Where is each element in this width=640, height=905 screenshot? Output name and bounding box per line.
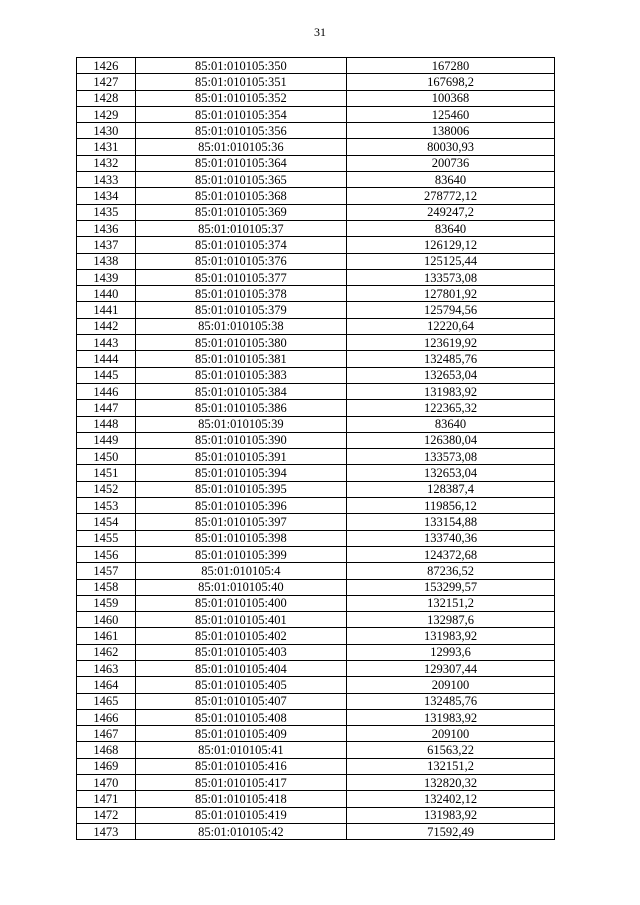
row-number-cell: 1450 bbox=[77, 449, 136, 465]
table-body bbox=[77, 58, 555, 840]
cadastral-value-cell: 132151,2 bbox=[347, 595, 555, 611]
cadastral-number-cell: 85:01:010105:409 bbox=[135, 726, 346, 742]
cadastral-value-cell: 131983,92 bbox=[347, 807, 555, 823]
cadastral-number-cell: 85:01:010105:400 bbox=[135, 595, 346, 611]
table-row bbox=[77, 269, 555, 285]
table-row bbox=[77, 612, 555, 628]
cadastral-number-cell: 85:01:010105:395 bbox=[135, 481, 346, 497]
table-row bbox=[77, 302, 555, 318]
cadastral-number-cell: 85:01:010105:403 bbox=[135, 644, 346, 660]
cadastral-value-cell: 125460 bbox=[347, 106, 555, 122]
row-number-cell: 1433 bbox=[77, 172, 136, 188]
cadastral-number-cell: 85:01:010105:40 bbox=[135, 579, 346, 595]
cadastral-value-cell: 87236,52 bbox=[347, 563, 555, 579]
table-row bbox=[77, 318, 555, 334]
cadastral-value-cell: 132485,76 bbox=[347, 693, 555, 709]
cadastral-number-cell: 85:01:010105:397 bbox=[135, 514, 346, 530]
cadastral-value-cell: 126129,12 bbox=[347, 237, 555, 253]
cadastral-value-cell: 133154,88 bbox=[347, 514, 555, 530]
cadastral-number-cell: 85:01:010105:378 bbox=[135, 286, 346, 302]
cadastral-value-cell: 83640 bbox=[347, 416, 555, 432]
cadastral-value-cell: 125125,44 bbox=[347, 253, 555, 269]
row-number-cell: 1472 bbox=[77, 807, 136, 823]
row-number-cell: 1452 bbox=[77, 481, 136, 497]
cadastral-value-cell: 124372,68 bbox=[347, 546, 555, 562]
table-row bbox=[77, 807, 555, 823]
cadastral-number-cell: 85:01:010105:356 bbox=[135, 123, 346, 139]
table-row bbox=[77, 204, 555, 220]
cadastral-number-cell: 85:01:010105:419 bbox=[135, 807, 346, 823]
cadastral-number-cell: 85:01:010105:379 bbox=[135, 302, 346, 318]
cadastral-number-cell: 85:01:010105:377 bbox=[135, 269, 346, 285]
table-row bbox=[77, 400, 555, 416]
cadastral-value-cell: 83640 bbox=[347, 172, 555, 188]
table-row bbox=[77, 579, 555, 595]
cadastral-number-cell: 85:01:010105:37 bbox=[135, 220, 346, 236]
cadastral-number-cell: 85:01:010105:39 bbox=[135, 416, 346, 432]
table-row bbox=[77, 595, 555, 611]
cadastral-value-cell: 123619,92 bbox=[347, 335, 555, 351]
cadastral-value-cell: 131983,92 bbox=[347, 628, 555, 644]
row-number-cell: 1434 bbox=[77, 188, 136, 204]
cadastral-number-cell: 85:01:010105:41 bbox=[135, 742, 346, 758]
cadastral-number-cell: 85:01:010105:408 bbox=[135, 709, 346, 725]
row-number-cell: 1436 bbox=[77, 220, 136, 236]
row-number-cell: 1470 bbox=[77, 775, 136, 791]
cadastral-value-cell: 127801,92 bbox=[347, 286, 555, 302]
row-number-cell: 1455 bbox=[77, 530, 136, 546]
table-row bbox=[77, 123, 555, 139]
table-row bbox=[77, 465, 555, 481]
cadastral-value-cell: 138006 bbox=[347, 123, 555, 139]
cadastral-value-cell: 132653,04 bbox=[347, 465, 555, 481]
cadastral-number-cell: 85:01:010105:417 bbox=[135, 775, 346, 791]
table-row bbox=[77, 74, 555, 90]
row-number-cell: 1430 bbox=[77, 123, 136, 139]
row-number-cell: 1437 bbox=[77, 237, 136, 253]
cadastral-number-cell: 85:01:010105:401 bbox=[135, 612, 346, 628]
row-number-cell: 1463 bbox=[77, 660, 136, 676]
cadastral-value-cell: 132653,04 bbox=[347, 367, 555, 383]
cadastral-value-cell: 12220,64 bbox=[347, 318, 555, 334]
cadastral-value-cell: 61563,22 bbox=[347, 742, 555, 758]
row-number-cell: 1465 bbox=[77, 693, 136, 709]
cadastral-value-cell: 125794,56 bbox=[347, 302, 555, 318]
cadastral-value-cell: 133740,36 bbox=[347, 530, 555, 546]
row-number-cell: 1449 bbox=[77, 432, 136, 448]
table-row bbox=[77, 481, 555, 497]
row-number-cell: 1438 bbox=[77, 253, 136, 269]
table-row bbox=[77, 172, 555, 188]
row-number-cell: 1427 bbox=[77, 74, 136, 90]
cadastral-number-cell: 85:01:010105:376 bbox=[135, 253, 346, 269]
row-number-cell: 1441 bbox=[77, 302, 136, 318]
table-row bbox=[77, 677, 555, 693]
table-row bbox=[77, 628, 555, 644]
table-row bbox=[77, 155, 555, 171]
row-number-cell: 1461 bbox=[77, 628, 136, 644]
cadastral-value-cell: 122365,32 bbox=[347, 400, 555, 416]
cadastral-number-cell: 85:01:010105:374 bbox=[135, 237, 346, 253]
table-row bbox=[77, 660, 555, 676]
row-number-cell: 1467 bbox=[77, 726, 136, 742]
table-row bbox=[77, 530, 555, 546]
cadastral-number-cell: 85:01:010105:402 bbox=[135, 628, 346, 644]
cadastral-number-cell: 85:01:010105:368 bbox=[135, 188, 346, 204]
cadastral-value-cell: 132402,12 bbox=[347, 791, 555, 807]
cadastral-value-cell: 278772,12 bbox=[347, 188, 555, 204]
cadastral-number-cell: 85:01:010105:380 bbox=[135, 335, 346, 351]
table-row bbox=[77, 335, 555, 351]
row-number-cell: 1447 bbox=[77, 400, 136, 416]
table-row bbox=[77, 139, 555, 155]
row-number-cell: 1469 bbox=[77, 758, 136, 774]
cadastral-value-cell: 128387,4 bbox=[347, 481, 555, 497]
row-number-cell: 1466 bbox=[77, 709, 136, 725]
table-row bbox=[77, 188, 555, 204]
cadastral-number-cell: 85:01:010105:4 bbox=[135, 563, 346, 579]
cadastral-value-cell: 153299,57 bbox=[347, 579, 555, 595]
table-row bbox=[77, 383, 555, 399]
cadastral-number-cell: 85:01:010105:391 bbox=[135, 449, 346, 465]
cadastral-number-cell: 85:01:010105:383 bbox=[135, 367, 346, 383]
cadastral-value-cell: 119856,12 bbox=[347, 498, 555, 514]
row-number-cell: 1435 bbox=[77, 204, 136, 220]
cadastral-value-cell: 132151,2 bbox=[347, 758, 555, 774]
cadastral-number-cell: 85:01:010105:42 bbox=[135, 823, 346, 839]
cadastral-number-cell: 85:01:010105:405 bbox=[135, 677, 346, 693]
cadastral-value-cell: 200736 bbox=[347, 155, 555, 171]
row-number-cell: 1440 bbox=[77, 286, 136, 302]
table-row bbox=[77, 563, 555, 579]
cadastral-value-cell: 209100 bbox=[347, 726, 555, 742]
row-number-cell: 1460 bbox=[77, 612, 136, 628]
table-row bbox=[77, 367, 555, 383]
cadastral-value-cell: 133573,08 bbox=[347, 449, 555, 465]
cadastral-number-cell: 85:01:010105:36 bbox=[135, 139, 346, 155]
row-number-cell: 1439 bbox=[77, 269, 136, 285]
cadastral-number-cell: 85:01:010105:351 bbox=[135, 74, 346, 90]
table-row bbox=[77, 498, 555, 514]
table-row bbox=[77, 514, 555, 530]
table-row bbox=[77, 351, 555, 367]
cadastral-number-cell: 85:01:010105:390 bbox=[135, 432, 346, 448]
cadastral-value-cell: 80030,93 bbox=[347, 139, 555, 155]
row-number-cell: 1451 bbox=[77, 465, 136, 481]
row-number-cell: 1473 bbox=[77, 823, 136, 839]
cadastral-value-cell: 131983,92 bbox=[347, 383, 555, 399]
table-row bbox=[77, 546, 555, 562]
cadastral-value-cell: 133573,08 bbox=[347, 269, 555, 285]
cadastral-value-cell: 71592,49 bbox=[347, 823, 555, 839]
row-number-cell: 1431 bbox=[77, 139, 136, 155]
table-row bbox=[77, 220, 555, 236]
cadastral-value-table bbox=[76, 57, 555, 840]
row-number-cell: 1428 bbox=[77, 90, 136, 106]
table-row bbox=[77, 449, 555, 465]
row-number-cell: 1459 bbox=[77, 595, 136, 611]
cadastral-number-cell: 85:01:010105:365 bbox=[135, 172, 346, 188]
row-number-cell: 1468 bbox=[77, 742, 136, 758]
cadastral-number-cell: 85:01:010105:350 bbox=[135, 58, 346, 74]
cadastral-value-cell: 209100 bbox=[347, 677, 555, 693]
cadastral-value-cell: 12993,6 bbox=[347, 644, 555, 660]
row-number-cell: 1445 bbox=[77, 367, 136, 383]
row-number-cell: 1448 bbox=[77, 416, 136, 432]
table-row bbox=[77, 644, 555, 660]
cadastral-value-cell: 132485,76 bbox=[347, 351, 555, 367]
cadastral-value-cell: 249247,2 bbox=[347, 204, 555, 220]
cadastral-number-cell: 85:01:010105:394 bbox=[135, 465, 346, 481]
table-row bbox=[77, 823, 555, 839]
cadastral-number-cell: 85:01:010105:364 bbox=[135, 155, 346, 171]
cadastral-number-cell: 85:01:010105:369 bbox=[135, 204, 346, 220]
row-number-cell: 1462 bbox=[77, 644, 136, 660]
page-number: 31 bbox=[314, 25, 326, 39]
cadastral-number-cell: 85:01:010105:352 bbox=[135, 90, 346, 106]
row-number-cell: 1454 bbox=[77, 514, 136, 530]
table-row bbox=[77, 416, 555, 432]
cadastral-number-cell: 85:01:010105:396 bbox=[135, 498, 346, 514]
cadastral-value-cell: 167698,2 bbox=[347, 74, 555, 90]
cadastral-value-cell: 131983,92 bbox=[347, 709, 555, 725]
row-number-cell: 1457 bbox=[77, 563, 136, 579]
cadastral-number-cell: 85:01:010105:416 bbox=[135, 758, 346, 774]
table-row bbox=[77, 90, 555, 106]
cadastral-value-cell: 132820,32 bbox=[347, 775, 555, 791]
cadastral-value-cell: 100368 bbox=[347, 90, 555, 106]
row-number-cell: 1442 bbox=[77, 318, 136, 334]
table-row bbox=[77, 791, 555, 807]
cadastral-number-cell: 85:01:010105:404 bbox=[135, 660, 346, 676]
cadastral-number-cell: 85:01:010105:418 bbox=[135, 791, 346, 807]
row-number-cell: 1446 bbox=[77, 383, 136, 399]
row-number-cell: 1429 bbox=[77, 106, 136, 122]
cadastral-value-cell: 83640 bbox=[347, 220, 555, 236]
table-row bbox=[77, 432, 555, 448]
row-number-cell: 1432 bbox=[77, 155, 136, 171]
cadastral-value-cell: 167280 bbox=[347, 58, 555, 74]
cadastral-number-cell: 85:01:010105:384 bbox=[135, 383, 346, 399]
table-row bbox=[77, 286, 555, 302]
cadastral-number-cell: 85:01:010105:399 bbox=[135, 546, 346, 562]
cadastral-value-cell: 132987,6 bbox=[347, 612, 555, 628]
cadastral-number-cell: 85:01:010105:407 bbox=[135, 693, 346, 709]
table-row bbox=[77, 709, 555, 725]
row-number-cell: 1464 bbox=[77, 677, 136, 693]
cadastral-number-cell: 85:01:010105:386 bbox=[135, 400, 346, 416]
table-row bbox=[77, 58, 555, 74]
row-number-cell: 1443 bbox=[77, 335, 136, 351]
row-number-cell: 1453 bbox=[77, 498, 136, 514]
cadastral-number-cell: 85:01:010105:398 bbox=[135, 530, 346, 546]
cadastral-value-cell: 126380,04 bbox=[347, 432, 555, 448]
row-number-cell: 1444 bbox=[77, 351, 136, 367]
row-number-cell: 1458 bbox=[77, 579, 136, 595]
table-row bbox=[77, 237, 555, 253]
table-row bbox=[77, 758, 555, 774]
table-row bbox=[77, 742, 555, 758]
row-number-cell: 1471 bbox=[77, 791, 136, 807]
cadastral-number-cell: 85:01:010105:38 bbox=[135, 318, 346, 334]
table-row bbox=[77, 253, 555, 269]
cadastral-value-cell: 129307,44 bbox=[347, 660, 555, 676]
table-row bbox=[77, 693, 555, 709]
row-number-cell: 1426 bbox=[77, 58, 136, 74]
cadastral-number-cell: 85:01:010105:354 bbox=[135, 106, 346, 122]
table-row bbox=[77, 775, 555, 791]
table-row bbox=[77, 726, 555, 742]
row-number-cell: 1456 bbox=[77, 546, 136, 562]
cadastral-number-cell: 85:01:010105:381 bbox=[135, 351, 346, 367]
table-row bbox=[77, 106, 555, 122]
